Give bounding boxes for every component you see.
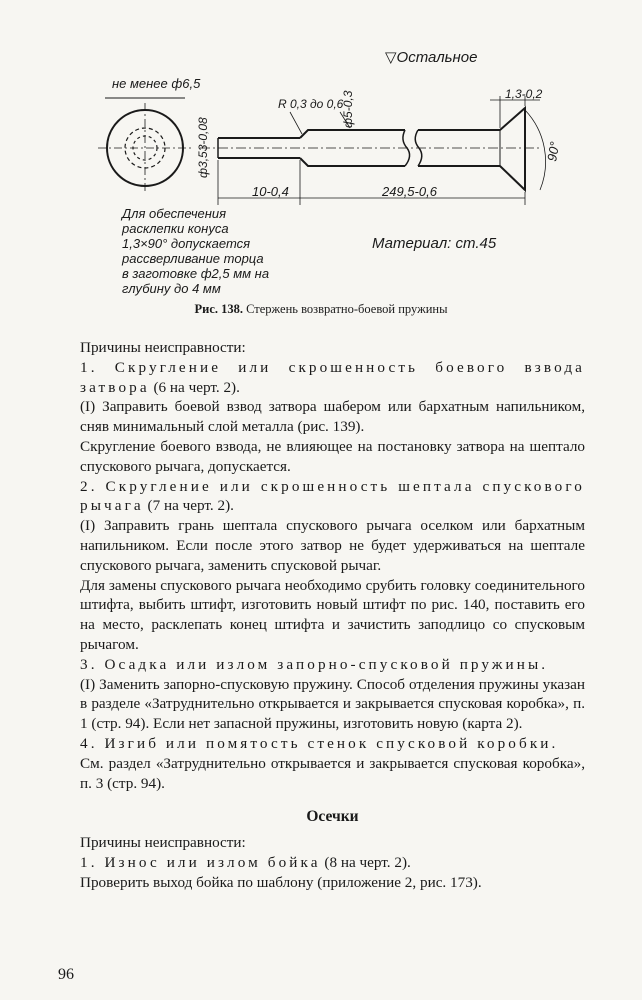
- surface-finish-note: ▽Остальное: [385, 49, 478, 66]
- section-intro: Причины неисправности:: [80, 834, 246, 852]
- end-view-circle: [98, 98, 192, 193]
- caption-label: Рис. 138.: [194, 302, 243, 316]
- cause-title: 1. Скругление или скрошенность боевого взвода затвора: [80, 358, 585, 396]
- note-paragraph: Скругление боевого взвода, не влияющее на постановку затвора на шептало спускового рычага, допускается.: [80, 437, 585, 475]
- dim-length-10: 10-0,4: [252, 184, 289, 199]
- figure-caption: [0, 302, 642, 317]
- drawing-note: [120, 206, 269, 296]
- section-heading: Осечки: [306, 808, 359, 826]
- cause-item: [80, 358, 585, 398]
- fix-paragraph: Проверить выход бойка по шаблону (приложение 2, рис. 173).: [80, 873, 482, 891]
- cause-item: 4. Изгиб или помятость стенок спусковой коробки.: [80, 734, 559, 752]
- cause-ref: (7 на черт. 2).: [147, 497, 234, 515]
- dim-radius: R 0,3 до 0,6: [278, 97, 344, 111]
- page-number: 96: [58, 966, 74, 983]
- fix-paragraph: (I) Заправить боевой взвод затвора шабером или бархатным напильником, сняв минимальный слой металла (рис. 139).: [80, 398, 585, 436]
- caption-text: Стержень возвратно-боевой пружины: [246, 302, 448, 316]
- note-line: рассверливание торца: [122, 251, 264, 266]
- rod-side-view: [200, 108, 540, 190]
- note-line: глубину до 4 мм: [122, 281, 221, 296]
- note-line: расклепки конуса: [122, 221, 229, 236]
- note-paragraph: См. раздел «Затруднительно открывается и закрывается спусковая коробка», п. 3 (стр. 94).: [80, 754, 585, 792]
- material-note: Материал: ст.45: [372, 235, 497, 252]
- cause-title: 2. Скругление или скрошенность шептала спускового рычага: [80, 477, 585, 515]
- cause-ref: (8 на черт. 2).: [324, 853, 411, 871]
- technical-drawing: [0, 0, 642, 300]
- cause-title: 1. Износ или излом бойка: [80, 853, 321, 871]
- dim-head: 1,3-0,2: [505, 87, 543, 101]
- dim-min-diameter: не менее ф6,5: [112, 76, 201, 91]
- dim-length-249: 249,5-0,6: [382, 184, 437, 199]
- section-intro: Причины неисправности:: [80, 339, 246, 356]
- note-line: Для обеспечения: [122, 206, 227, 221]
- page-body: [80, 338, 585, 893]
- cause-item: [80, 853, 585, 873]
- cause-item: [80, 477, 585, 517]
- dim-phi5: ф5-0,3: [341, 90, 355, 128]
- fix-paragraph: (I) Заменить запорно-спусковую пружину. Способ отделения пружины указан в разделе «Затруднительно открывается и закрывается спусковая коробка», п. 1 (стр. 94). Если нет запасной пружины, изготовить новую (карта 2).: [80, 675, 585, 733]
- note-paragraph: Для замены спускового рычага необходимо срубить головку соединительного штифта, выбить штифт, изготовить новый штифт по рис. 140, поставить его на место, расклепать конец штифта и зачистить заподлицо со спусковым рычагом.: [80, 576, 585, 653]
- note-line: в заготовке ф2,5 мм на: [122, 266, 270, 281]
- cause-ref: (6 на черт. 2).: [153, 378, 240, 396]
- dim-small-diameter: ф3,53-0,08: [196, 117, 210, 178]
- dim-angle: 90°: [544, 140, 563, 163]
- fix-paragraph: (I) Заправить грань шептала спускового рычага оселком или бархатным напильником. Если после этого затвор не будет удерживаться на шептале спускового рычага, заменить спусковой рычаг.: [80, 517, 585, 574]
- note-line: 1,3×90° допускается: [122, 236, 251, 251]
- cause-item: 3. Осадка или излом запорно-спусковой пружины.: [80, 655, 549, 673]
